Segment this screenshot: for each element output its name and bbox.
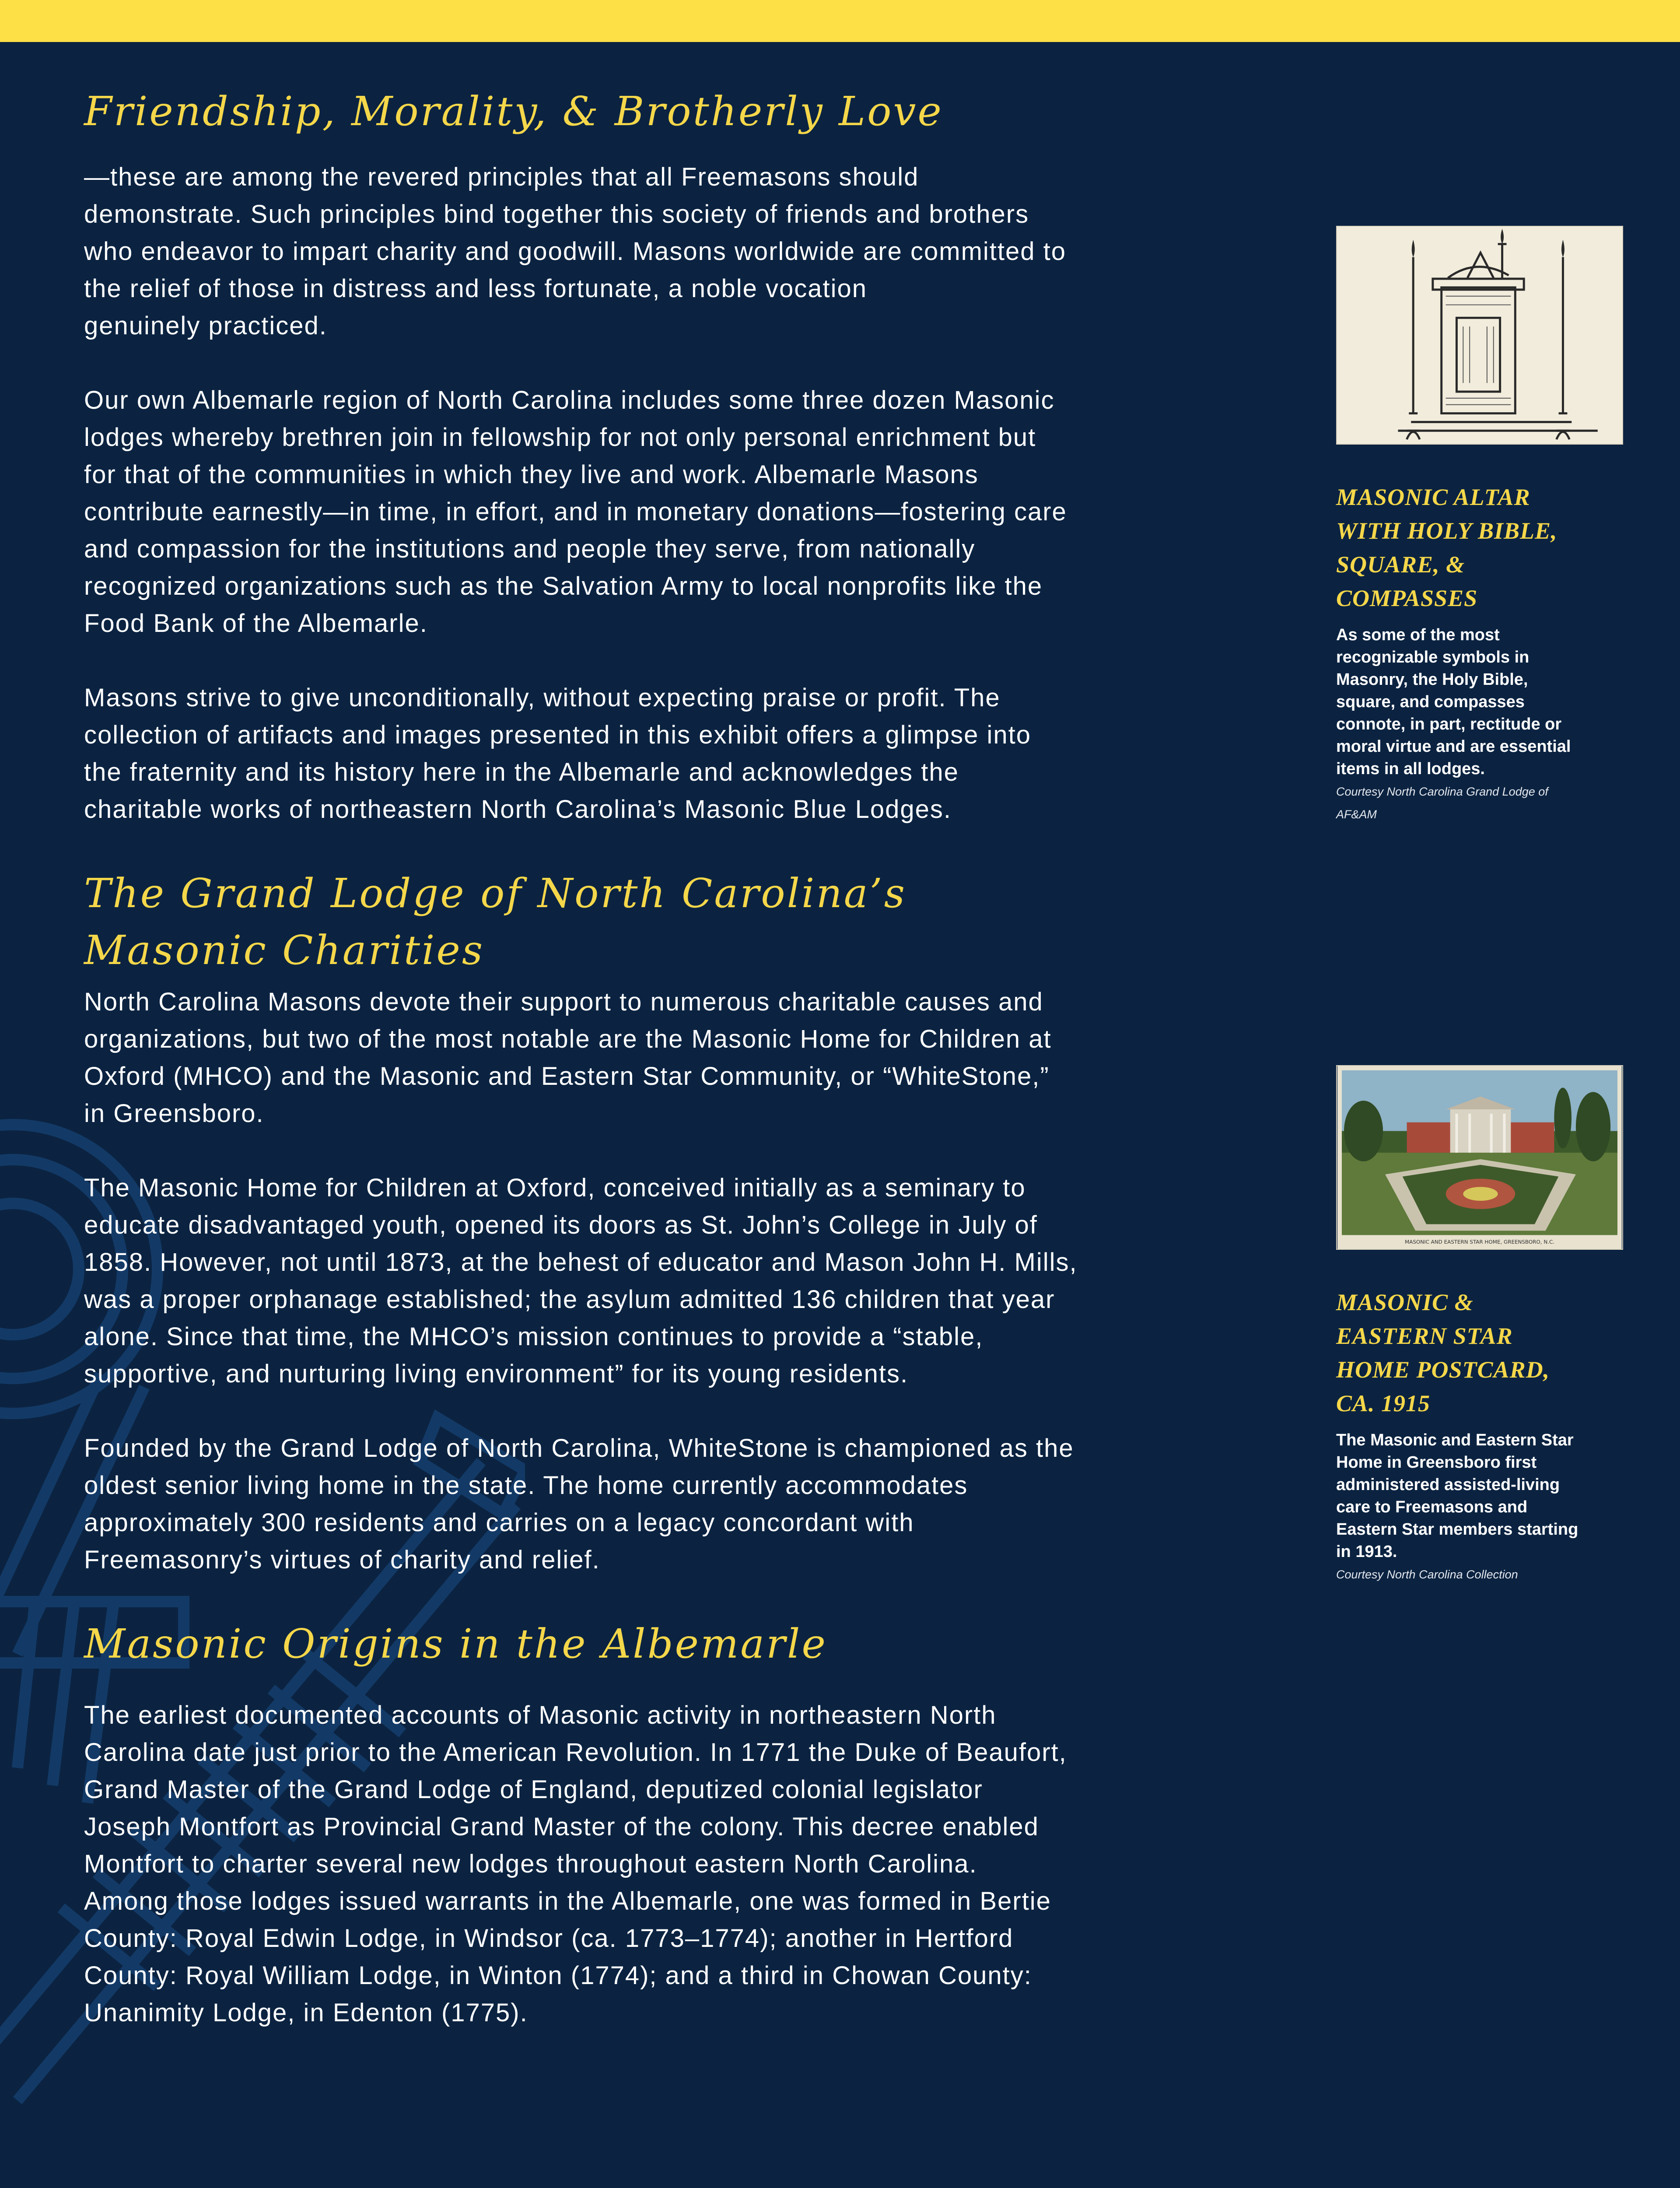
credit-line: Courtesy North Carolina Grand Lodge of [1336, 785, 1548, 798]
sidebar-body [1336, 1429, 1625, 1563]
section-heading-origins: Masonic Origins in the Albemarle [84, 1620, 827, 1667]
sidebar-item-postcard [1336, 1065, 1625, 1586]
text-line: The earliest documented accounts of Masonic activity in northeastern North [84, 1701, 997, 1729]
text-line: Montfort to charter several new lodges throughout eastern North Carolina. [84, 1850, 977, 1878]
text-line: recognized organizations such as the Salvation Army to local nonprofits like the [84, 572, 1043, 600]
text-line: who endeavor to impart charity and goodwill. Masons worldwide are committed to [84, 237, 1066, 266]
text-line: —these are among the revered principles that all Freemasons should [84, 163, 919, 191]
title-line: WITH HOLY BIBLE, [1336, 518, 1558, 544]
body-line: As some of the most [1336, 626, 1500, 644]
eastern-star-home-postcard-icon [1336, 1065, 1623, 1250]
masonic-altar-engraving-icon [1336, 226, 1623, 445]
text-line: Founded by the Grand Lodge of North Carolina, WhiteStone is championed as the [84, 1434, 1074, 1462]
text-line: Among those lodges issued warrants in the Albemarle, one was formed in Bertie [84, 1887, 1051, 1915]
body-line: moral virtue and are essential [1336, 737, 1571, 756]
text-line: Freemasonry’s virtues of charity and relief. [84, 1546, 600, 1574]
heading-line: The Grand Lodge of North Carolina’s [84, 870, 907, 917]
intro-paragraph [84, 158, 1265, 344]
exhibit-paragraph [84, 679, 1265, 828]
top-accent-bar [0, 0, 1680, 42]
title-line: COMPASSES [1336, 585, 1478, 611]
postcard-caption: MASONIC AND EASTERN STAR HOME, GREENSBORO, N.C. [1404, 1239, 1555, 1245]
text-line: County: Royal Edwin Lodge, in Windsor (ca. 1773–1774); another in Hertford [84, 1924, 1014, 1953]
title-line: MASONIC ALTAR [1336, 484, 1530, 510]
text-line: The Masonic Home for Children at Oxford, conceived initially as a seminary to [84, 1174, 1026, 1202]
text-line: for that of the communities in which they live and work. Albemarle Masons [84, 460, 979, 489]
title-line: SQUARE, & [1336, 551, 1465, 578]
body-line: square, and compasses [1336, 693, 1525, 711]
title-line: EASTERN STAR [1336, 1323, 1513, 1349]
text-line: Unanimity Lodge, in Edenton (1775). [84, 1999, 528, 2027]
text-line: alone. Since that time, the MHCO’s mission continues to provide a “stable, [84, 1322, 984, 1351]
albemarle-paragraph [84, 382, 1265, 642]
sidebar-title [1336, 480, 1625, 615]
section-heading-friendship: Friendship, Morality, & Brotherly Love [84, 88, 943, 135]
whitestone-paragraph [84, 1430, 1265, 1578]
text-line: was a proper orphanage established; the asylum admitted 136 children that year [84, 1285, 1055, 1314]
text-line: North Carolina Masons devote their support to numerous charitable causes and [84, 988, 1043, 1016]
charities-paragraph [84, 983, 1265, 1132]
text-line: and compassion for the institutions and people they serve, from nationally [84, 535, 976, 563]
body-line: administered assisted-living [1336, 1476, 1560, 1494]
text-line: Grand Master of the Grand Lodge of England, deputized colonial legislator [84, 1775, 983, 1804]
text-line: genuinely practiced. [84, 312, 327, 340]
text-line: oldest senior living home in the state. The home currently accommodates [84, 1471, 968, 1500]
text-line: educate disadvantaged youth, opened its doors as St. John’s College in July of [84, 1211, 1038, 1239]
body-line: care to Freemasons and [1336, 1498, 1528, 1516]
text-line: supportive, and nurturing living environment” for its young residents. [84, 1360, 909, 1388]
heading-line: Masonic Charities [84, 927, 485, 974]
sidebar-title [1336, 1286, 1625, 1420]
section-heading-grand-lodge [84, 865, 1265, 979]
text-line: 1858. However, not until 1873, at the behest of educator and Mason John H. Mills, [84, 1248, 1078, 1276]
mhco-paragraph [84, 1169, 1265, 1392]
credit-line: AF&AM [1336, 808, 1377, 821]
body-line: recognizable symbols in [1336, 648, 1530, 666]
text-line: the relief of those in distress and less fortunate, a noble vocation [84, 274, 867, 303]
text-line: County: Royal William Lodge, in Winton (1774); and a third in Chowan County: [84, 1961, 1032, 1990]
title-line: MASONIC & [1336, 1289, 1474, 1315]
text-line: contribute earnestly—in time, in effort, and in monetary donations—fostering care [84, 498, 1067, 526]
image-credit [1336, 780, 1625, 826]
text-line: lodges whereby brethren join in fellowship for not only personal enrichment but [84, 423, 1036, 452]
text-line: Masons strive to give unconditionally, without expecting praise or profit. The [84, 684, 1001, 712]
text-line: in Greensboro. [84, 1099, 264, 1128]
origins-paragraph [84, 1697, 1265, 2031]
body-line: The Masonic and Eastern Star [1336, 1431, 1574, 1449]
text-line: organizations, but two of the most notable are the Masonic Home for Children at [84, 1025, 1052, 1053]
body-line: items in all lodges. [1336, 760, 1485, 778]
credit-line: Courtesy North Carolina Collection [1336, 1568, 1518, 1581]
text-line: the fraternity and its history here in the Albemarle and acknowledges the [84, 758, 959, 786]
text-line: Food Bank of the Albemarle. [84, 609, 428, 638]
title-line: CA. 1915 [1336, 1390, 1431, 1417]
body-line: connote, in part, rectitude or [1336, 715, 1562, 733]
body-line: Eastern Star members starting [1336, 1520, 1578, 1539]
image-credit [1336, 1563, 1625, 1586]
body-line: Masonry, the Holy Bible, [1336, 670, 1528, 689]
sidebar-item-altar [1336, 226, 1625, 826]
text-line: Joseph Montfort as Provincial Grand Master of the colony. This decree enabled [84, 1813, 1039, 1841]
sidebar-body [1336, 624, 1625, 780]
text-line: demonstrate. Such principles bind together this society of friends and brothers [84, 200, 1029, 228]
text-line: Our own Albemarle region of North Carolina includes some three dozen Masonic [84, 386, 1055, 414]
main-column [84, 83, 1265, 2031]
text-line: Oxford (MHCO) and the Masonic and Eastern Star Community, or “WhiteStone,” [84, 1062, 1050, 1090]
title-line: HOME POSTCARD, [1336, 1357, 1550, 1383]
text-line: Carolina date just prior to the American Revolution. In 1771 the Duke of Beaufort, [84, 1738, 1067, 1767]
text-line: collection of artifacts and images presented in this exhibit offers a glimpse into [84, 721, 1031, 749]
body-line: in 1913. [1336, 1543, 1397, 1561]
text-line: charitable works of northeastern North Carolina’s Masonic Blue Lodges. [84, 795, 952, 824]
text-line: approximately 300 residents and carries on a legacy concordant with [84, 1508, 914, 1537]
body-line: Home in Greensboro first [1336, 1453, 1537, 1472]
